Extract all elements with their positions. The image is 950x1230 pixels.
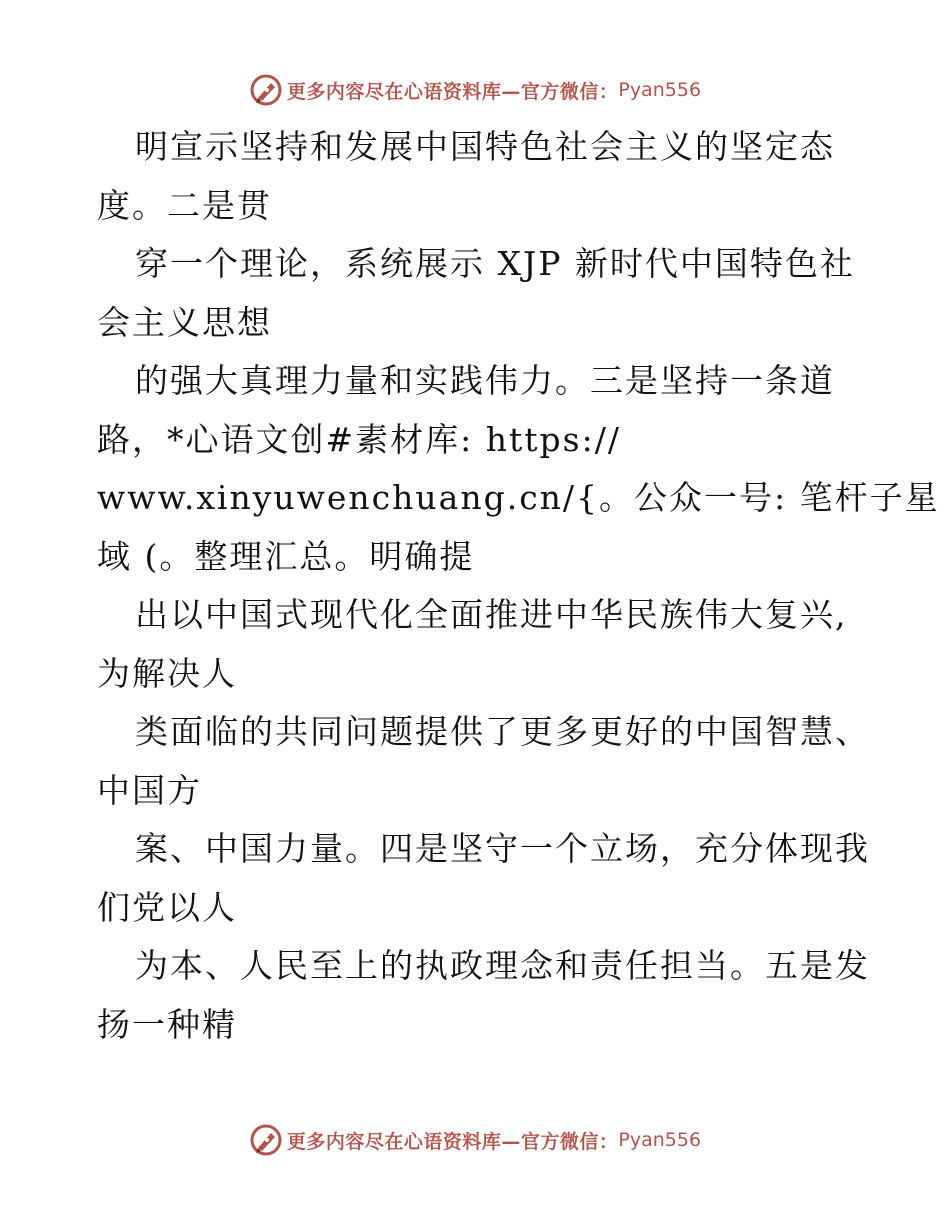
body-line: www.xinyuwenchuang.cn/{。公众一号: 笔杆子星 (97, 478, 940, 517)
body-line: 中国方 (97, 770, 202, 810)
body-line: 明宣示坚持和发展中国特色社会主义的坚定态 (135, 127, 835, 166)
header-contact: Pyan556 (618, 79, 702, 101)
footer-brand-text: 更多内容尽在心语资料库—官方微信： (286, 1130, 619, 1153)
body-line: 域 (。整理汇总。明确提 (97, 536, 475, 576)
footer-contact: Pyan556 (618, 1129, 702, 1151)
body-line: 扬一种精 (97, 1004, 237, 1044)
body-line: 类面临的共同问题提供了更多更好的中国智慧、 (135, 712, 870, 751)
header-brand-text: 更多内容尽在心语资料库—官方微信： (286, 80, 619, 103)
body-line: 为本、人民至上的执政理念和责任担当。五是发 (135, 946, 870, 985)
pen-logo-icon (249, 73, 283, 107)
body-line: 会主义思想 (97, 302, 272, 342)
body-line: 案、中国力量。四是坚守一个立场，充分体现我 (135, 829, 870, 868)
pen-logo-icon (249, 1123, 283, 1157)
body-line: 的强大真理力量和实践伟力。三是坚持一条道 (135, 361, 835, 400)
body-line: 穿一个理论，系统展示 XJP 新时代中国特色社 (135, 244, 855, 283)
body-line: 为解决人 (97, 653, 237, 693)
document-body (97, 118, 940, 1054)
body-line: 出以中国式现代化全面推进中华民族伟大复兴, (135, 595, 848, 634)
footer-banner (0, 1120, 950, 1160)
header-banner (0, 70, 950, 110)
body-line: 们党以人 (97, 887, 237, 927)
body-line: 路，*心语文创#素材库: https:// (97, 419, 621, 459)
body-line: 度。二是贯 (97, 185, 272, 225)
